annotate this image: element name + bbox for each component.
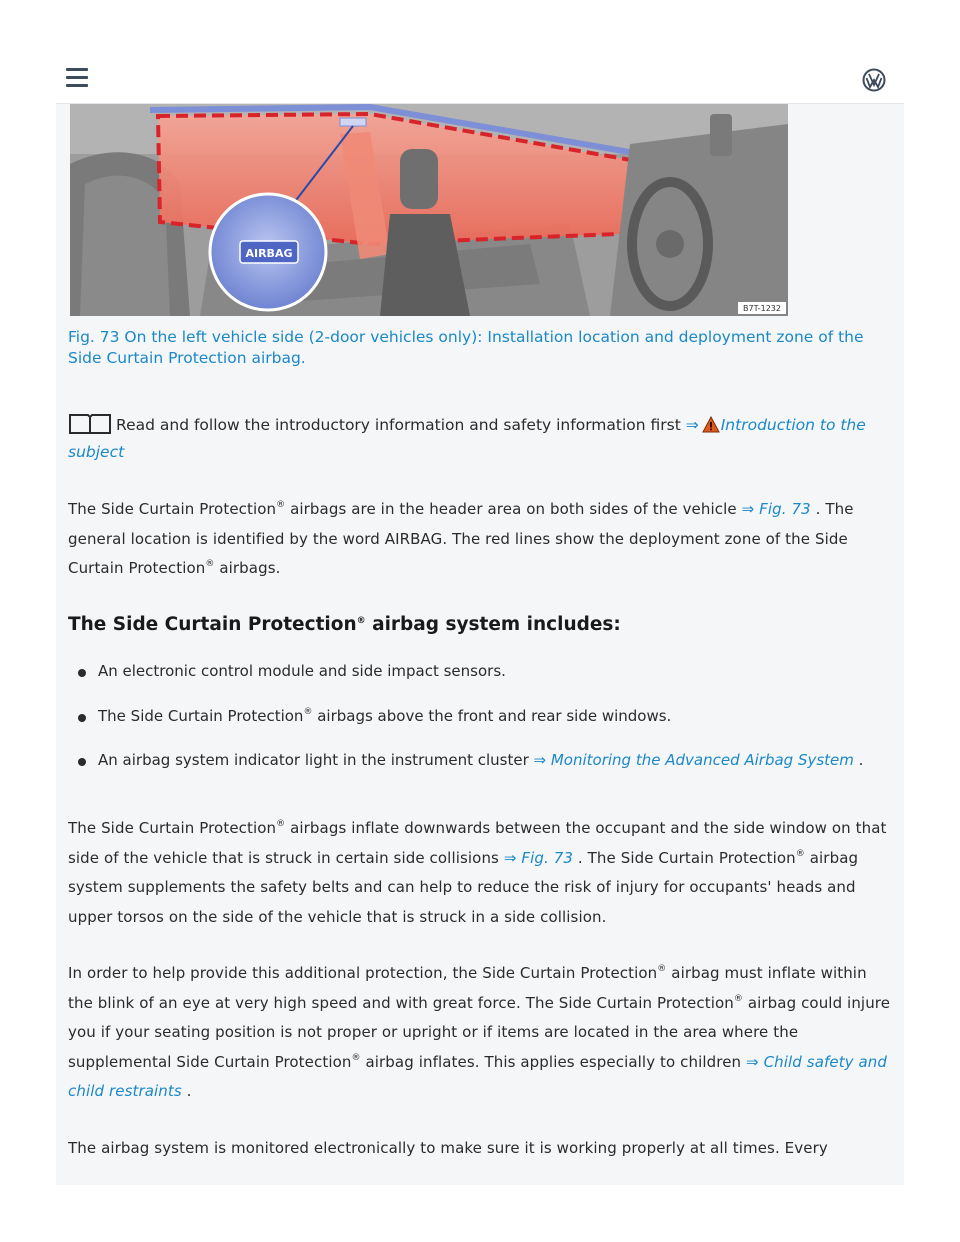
text-span: airbag inflates. This applies especially to children	[360, 1052, 747, 1071]
paragraph-header-area	[68, 495, 894, 584]
text-span: airbag system includes:	[365, 614, 621, 635]
monitoring-airbag-link[interactable]: ⇒ Monitoring the Advanced Airbag System	[533, 751, 854, 769]
registered-mark: ®	[657, 964, 667, 974]
vw-logo-icon[interactable]	[862, 68, 886, 92]
car-interior-illustration	[70, 104, 788, 316]
text-span: airbags.	[214, 559, 281, 577]
text-span: airbag could injure you if your seating position is not proper or upright or if items are located in the area where the supplemental Side Curtain Protection	[68, 993, 891, 1071]
hamburger-menu-icon[interactable]	[66, 68, 88, 88]
top-bar	[0, 0, 960, 104]
paragraph-monitoring: The airbag system is monitored electronically to make sure it is working properly at all times. Every	[68, 1139, 828, 1157]
text-span: . The Side Curtain Protection	[573, 848, 796, 867]
registered-mark: ®	[276, 500, 286, 510]
paragraph-inflation	[68, 814, 894, 932]
list-item	[68, 746, 868, 776]
text-span: The Side Curtain Protection	[98, 706, 304, 725]
text-span: The Side Curtain Protection	[68, 614, 357, 635]
text-span: An airbag system indicator light in the instrument cluster	[98, 751, 534, 769]
list-item	[68, 702, 868, 732]
text-span: The Side Curtain Protection	[68, 500, 277, 518]
intro-note	[68, 412, 888, 466]
text-span: airbags above the front and rear side windows.	[312, 706, 672, 725]
bullet-icon	[78, 669, 86, 677]
child-safety-link[interactable]: ⇒ Child safety and child restraints	[68, 1052, 888, 1100]
warning-triangle-icon	[702, 416, 720, 433]
text-span: airbag system supplements the safety belts and can help to reduce the risk of injury for occupants' heads and upper torsos on the side of the vehicle that is struck in a side collision.	[68, 848, 859, 926]
airbag-figure	[70, 104, 788, 316]
text-span: The Side Curtain Protection	[68, 819, 277, 837]
text-span: .	[181, 1082, 192, 1100]
section-heading	[68, 614, 621, 635]
bullet-icon	[78, 758, 86, 766]
note-arrow[interactable]: ⇒	[685, 416, 699, 434]
registered-mark: ®	[205, 559, 215, 569]
list-item	[68, 657, 868, 687]
image-code: B7T-1232	[743, 304, 781, 313]
text-span: In order to help provide this additional protection, the Side Curtain Protection	[68, 964, 658, 982]
bullet-icon	[78, 714, 86, 722]
registered-mark: ®	[303, 706, 313, 717]
paragraph-protection	[68, 959, 894, 1107]
text-span: .	[853, 751, 864, 769]
text-span: airbags are in the header area on both sides of the vehicle	[285, 500, 742, 518]
figure-caption: Fig. 73 On the left vehicle side (2-door vehicles only): Installation location and deployment zone of the Side Curtain Protection airbag.	[68, 328, 864, 367]
registered-mark: ®	[795, 848, 805, 859]
registered-mark: ®	[276, 819, 286, 829]
text-span: airbags inflate downwards between the occupant and the side window on that side of the vehicle that is struck in certain side collisions	[68, 819, 887, 867]
manual-page	[56, 104, 904, 1185]
airbag-badge-label: AIRBAG	[245, 247, 293, 260]
note-text: Read and follow the introductory information and safety information first	[116, 416, 681, 434]
registered-mark: ®	[351, 1052, 361, 1063]
registered-mark: ®	[733, 993, 743, 1004]
introduction-link[interactable]: Introduction to the subject	[68, 416, 866, 461]
system-components-list	[68, 657, 868, 791]
text-span: An electronic control module and side impact sensors.	[98, 662, 506, 680]
text-span: airbag must inflate within the blink of an eye at very high speed and with great force. The Side Curtain Protection	[68, 964, 867, 1012]
fig-73-link[interactable]: ⇒ Fig. 73	[741, 500, 811, 518]
text-span: . The general location is identified by the word AIRBAG. The red lines show the deployment zone of the Side Curtain Protection	[68, 500, 854, 577]
registered-mark: ®	[356, 616, 366, 626]
book-icon	[68, 412, 112, 434]
fig-73-link[interactable]: ⇒ Fig. 73	[503, 848, 574, 867]
